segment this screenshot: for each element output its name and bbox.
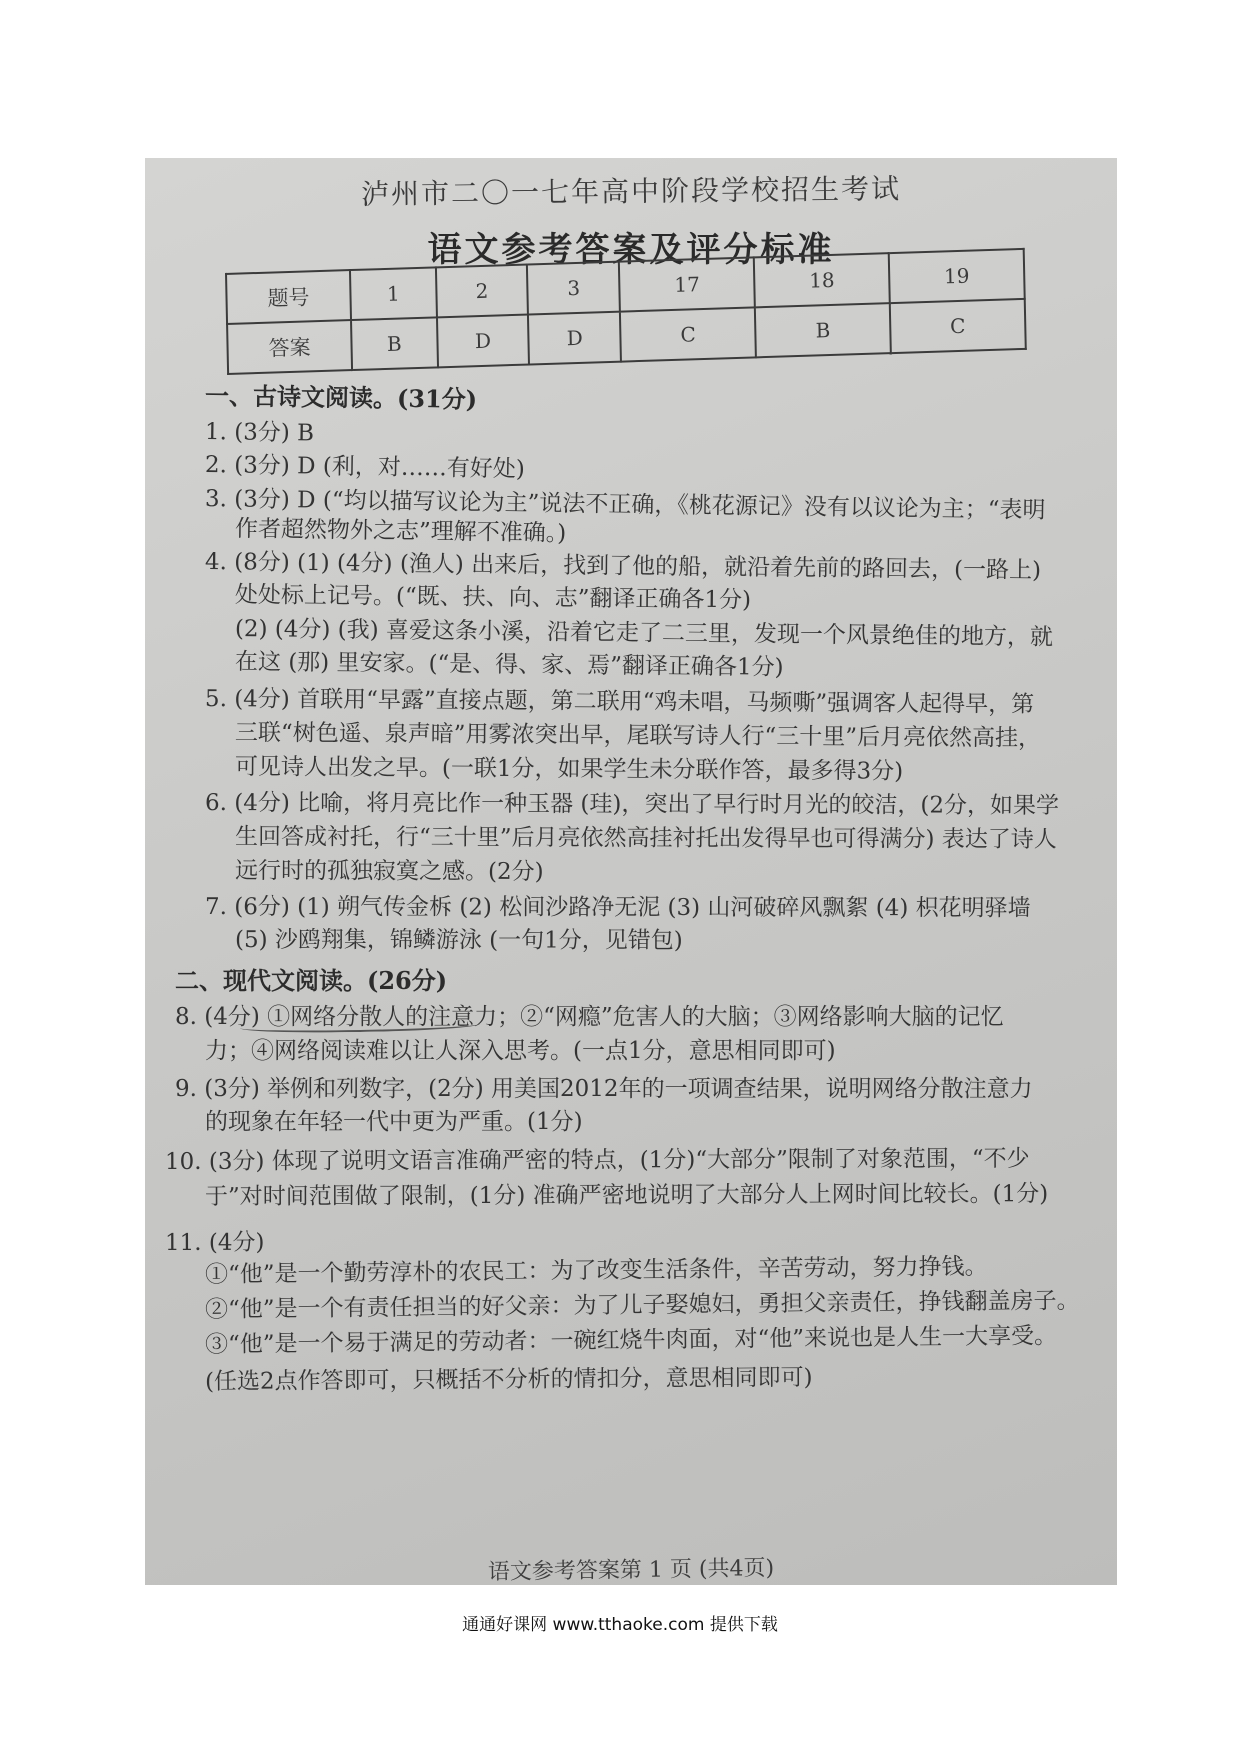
page-footer: 语文参考答案第 1 页 (共4页) bbox=[487, 1556, 775, 1585]
answer-continuation-line: ①“他”是一个勤劳淳朴的农民工：为了改变生活条件，辛苦劳动，努力挣钱。 bbox=[204, 1253, 988, 1288]
question-number-cell: 18 bbox=[754, 253, 890, 307]
answer-item-line: 1. (3分) B bbox=[204, 419, 315, 447]
answer-continuation-line: 可见诗人出发之早。(一联1分，如果学生未分联作答，最多得3分) bbox=[234, 754, 904, 785]
question-number-cell: 2 bbox=[436, 264, 529, 317]
download-source-caption: 通通好课网 www.tthaoke.com 提供下载 bbox=[462, 1615, 778, 1635]
exam-title: 泸州市二〇一七年高中阶段学校招生考试 bbox=[360, 172, 902, 211]
answer-continuation-line: 力；④网络阅读难以让人深入思考。(一点1分，意思相同即可) bbox=[205, 1038, 836, 1064]
answer-continuation-line: (2) (4分) (我) 喜爱这条小溪，沿着它走了二三里，发现一个风景绝佳的地方，就 bbox=[234, 616, 1054, 651]
answer-continuation-line: 在这 (那) 里安家。(“是、得、家、焉”翻译正确各1分) bbox=[234, 649, 784, 681]
answer-continuation-line: 远行时的孤独寂寞之感。(2分) bbox=[234, 858, 544, 886]
question-number-cell: 17 bbox=[619, 257, 755, 311]
answer-item-line: 8. (4分) ①网络分散人的注意力；②“网瘾”危害人的大脑；③网络影响大脑的记忆 bbox=[175, 1004, 1004, 1030]
answer-continuation-line: (任选2点作答即可，只概括不分析的情扣分，意思相同即可) bbox=[204, 1364, 813, 1395]
answer-header: 答案 bbox=[227, 320, 352, 374]
question-number-header: 题号 bbox=[226, 270, 351, 324]
section-heading: 一、古诗文阅读。(31分) bbox=[204, 381, 478, 414]
answer-continuation-line: ③“他”是一个易于满足的劳动者：一碗红烧牛肉面，对“他”来说也是人生一大享受。 bbox=[204, 1323, 1058, 1358]
answer-cell: C bbox=[620, 307, 756, 361]
answer-continuation-line: 处处标上记号。(“既、扶、向、志”翻译正确各1分) bbox=[234, 582, 752, 614]
answer-item-line: 4. (8分) (1) (4分) (渔人) 出来后，找到了他的船，就沿着先前的路回去，(一路上) bbox=[204, 549, 1042, 584]
answer-item-line: 5. (4分) 首联用“早露”直接点题，第二联用“鸡未唱，马频嘶”强调客人起得早，第 bbox=[204, 686, 1035, 718]
answer-item-line: 2. (3分) D (利，对……有好处) bbox=[204, 452, 525, 483]
answer-continuation-line: 三联“树色遥、泉声暗”用雾浓突出早，尾联写诗人行“三十里”后月亮依然高挂， bbox=[234, 720, 1042, 752]
answer-cell: B bbox=[351, 317, 438, 370]
answer-cell: D bbox=[528, 312, 621, 365]
answer-cell: C bbox=[890, 299, 1026, 353]
answer-cell: B bbox=[755, 303, 891, 357]
question-number-cell: 19 bbox=[889, 249, 1025, 303]
question-number-cell: 1 bbox=[350, 267, 437, 320]
answer-item-line: 9. (3分) 举例和列数字，(2分) 用美国2012年的一项调查结果，说明网络分散注意力 bbox=[175, 1076, 1033, 1102]
answer-continuation-line: 生回答成衬托，行“三十里”后月亮依然高挂衬托出发得早也可得满分) 表达了诗人 bbox=[234, 824, 1057, 853]
answer-item-line: 7. (6分) (1) 朔气传金柝 (2) 松间沙路净无泥 (3) 山河破碎风飘絮 (4) 枳花明驿墙 bbox=[204, 894, 1031, 922]
question-number-cell: 3 bbox=[527, 262, 620, 315]
answer-item-line: 6. (4分) 比喻，将月亮比作一种玉器 (珪)，突出了早行时月光的皎洁，(2分，如果学 bbox=[204, 790, 1060, 819]
answer-item-line: 3. (3分) D (“均以描写议论为主”说法不正确，《桃花源记》没有以议论为主；“表明 bbox=[204, 486, 1046, 524]
answer-key-title: 语文参考答案及评分标准 bbox=[427, 230, 835, 270]
answer-continuation-line: 的现象在年轻一代中更为严重。(1分) bbox=[205, 1109, 583, 1135]
answer-continuation-line: 于”对时间范围做了限制，(1分) 准确严密地说明了大部分人上网时间比较长。(1分) bbox=[204, 1181, 1049, 1210]
answer-continuation-line: ②“他”是一个有责任担当的好父亲：为了儿子娶媳妇，勇担父亲责任，挣钱翻盖房子。 bbox=[204, 1287, 1080, 1323]
answer-item-line: 10. (3分) 体现了说明文语言准确严密的特点，(1分)“大部分”限制了对象范围，“不少 bbox=[164, 1145, 1030, 1175]
scanned-answer-sheet-photo bbox=[145, 158, 1117, 1585]
section-heading: 二、现代文阅读。(26分) bbox=[175, 966, 448, 995]
answer-continuation-line: 作者超然物外之志”理解不准确。) bbox=[234, 516, 567, 547]
answer-cell: D bbox=[437, 314, 530, 367]
answer-continuation-line: (5) 沙鸥翔集，锦鳞游泳 (一句1分，见错包) bbox=[234, 927, 683, 954]
answer-item-line: 11. (4分) bbox=[164, 1229, 265, 1256]
